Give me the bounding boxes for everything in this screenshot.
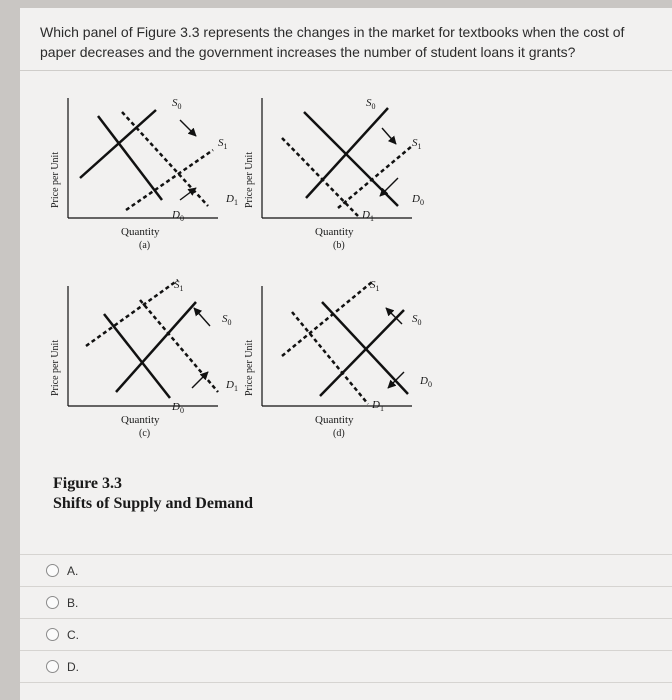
choice-c[interactable] [20, 618, 672, 650]
shift-arrow-supply [180, 120, 196, 136]
y-axis-label: Price per Unit [50, 339, 61, 396]
shift-arrow-demand [380, 178, 398, 196]
svg-text:D0 [419, 375, 432, 389]
label-d0-sub: 0 [179, 214, 184, 223]
panel-a [50, 97, 238, 251]
label-s1: S [218, 137, 224, 149]
label-s1: S [412, 137, 418, 149]
svg-text:D0 [171, 401, 184, 415]
panel-label: (a) [139, 240, 151, 251]
label-d0-sub: 0 [179, 406, 184, 415]
x-axis-label: Quantity [121, 226, 160, 238]
label-d0: D [420, 375, 428, 387]
choice-a-label: A. [67, 563, 79, 578]
choice-a[interactable] [20, 554, 672, 586]
label-d0: D [412, 193, 420, 205]
shift-arrow-supply [194, 308, 210, 326]
label-d1: D [362, 209, 370, 221]
choice-b-label: B. [67, 595, 79, 610]
choice-d-label: D. [67, 659, 79, 674]
question-text: Which panel of Figure 3.3 represents the changes in the market for textbooks when the cost of paper decreases and the government increases the number of student loans it grants? [40, 24, 625, 60]
shift-arrow-supply [382, 128, 396, 144]
y-axis-label: Price per Unit [244, 151, 255, 208]
answer-choices [20, 554, 672, 683]
supply-curve-s1 [282, 282, 372, 356]
supply-curve-s1 [126, 150, 213, 210]
y-axis-label: Price per Unit [50, 151, 61, 208]
label-s0: S [366, 97, 372, 109]
svg-text:D1 [361, 209, 374, 223]
label-d1: D [226, 379, 234, 391]
label-d0-sub: 0 [427, 380, 432, 389]
svg-text:S0 [366, 97, 376, 111]
figure-caption [53, 474, 253, 514]
supply-curve-s1 [338, 146, 412, 208]
x-axis-label: Quantity [315, 414, 354, 426]
label-s1: S [370, 279, 376, 291]
label-d1: D [226, 193, 234, 205]
panel-label: (c) [139, 428, 151, 439]
choice-d[interactable] [20, 650, 672, 683]
figure-caption-number: Figure 3.3 [53, 475, 123, 492]
svg-text:S0 [222, 313, 232, 327]
figure-caption-title: Shifts of Supply and Demand [53, 495, 254, 512]
svg-text:S0 [412, 313, 422, 327]
svg-text:S1 [174, 279, 184, 293]
svg-text:D0 [411, 193, 424, 207]
label-s0: S [222, 313, 228, 325]
svg-text:S1 [412, 137, 422, 151]
label-d1-sub: 1 [233, 384, 238, 393]
label-s0: S [172, 97, 178, 109]
label-d1-sub: 1 [379, 404, 384, 413]
demand-curve-d1 [282, 138, 358, 216]
label-s0-sub: 0 [417, 318, 422, 327]
label-s1-sub: 1 [417, 142, 422, 151]
label-s1-sub: 1 [179, 284, 184, 293]
svg-text:D1 [371, 399, 384, 413]
demand-curve-d1 [140, 300, 218, 392]
label-s1-sub: 1 [375, 284, 380, 293]
label-d0: D [172, 209, 180, 221]
demand-curve-d0 [104, 314, 170, 398]
label-s0-sub: 0 [227, 318, 232, 327]
label-d1-sub: 1 [369, 214, 374, 223]
panel-b [244, 97, 424, 251]
svg-text:S1 [370, 279, 380, 293]
label-s0: S [412, 313, 418, 325]
svg-text:D0 [171, 209, 184, 223]
shift-arrow-demand [192, 372, 208, 388]
svg-text:D1 [225, 193, 238, 207]
question-card [20, 8, 672, 700]
label-d1-sub: 1 [233, 198, 238, 207]
label-s1-sub: 1 [223, 142, 228, 151]
choice-c-label: C. [67, 627, 79, 642]
svg-text:S1 [218, 137, 228, 151]
panel-label: (d) [333, 428, 345, 439]
y-axis-label: Price per Unit [244, 339, 255, 396]
supply-curve-s0 [320, 310, 404, 396]
svg-text:S0 [172, 97, 182, 111]
x-axis-label: Quantity [121, 414, 160, 426]
demand-curve-d1 [122, 112, 208, 206]
label-s0-sub: 0 [371, 102, 376, 111]
shift-arrow-demand [180, 188, 196, 200]
panel-label: (b) [333, 240, 345, 251]
x-axis-label: Quantity [315, 226, 354, 238]
radio-d[interactable] [46, 660, 59, 673]
figure-3-3 [20, 78, 672, 468]
radio-b[interactable] [46, 596, 59, 609]
label-d1: D [372, 399, 380, 411]
divider [20, 70, 672, 71]
panel-c [50, 279, 238, 439]
choice-b[interactable] [20, 586, 672, 618]
label-s0-sub: 0 [177, 102, 182, 111]
radio-c[interactable] [46, 628, 59, 641]
svg-text:D1 [225, 379, 238, 393]
demand-curve-d0 [98, 116, 162, 200]
label-s1: S [174, 279, 180, 291]
radio-a[interactable] [46, 564, 59, 577]
label-d0-sub: 0 [419, 198, 424, 207]
label-d0: D [172, 401, 180, 413]
panel-d [244, 279, 432, 439]
